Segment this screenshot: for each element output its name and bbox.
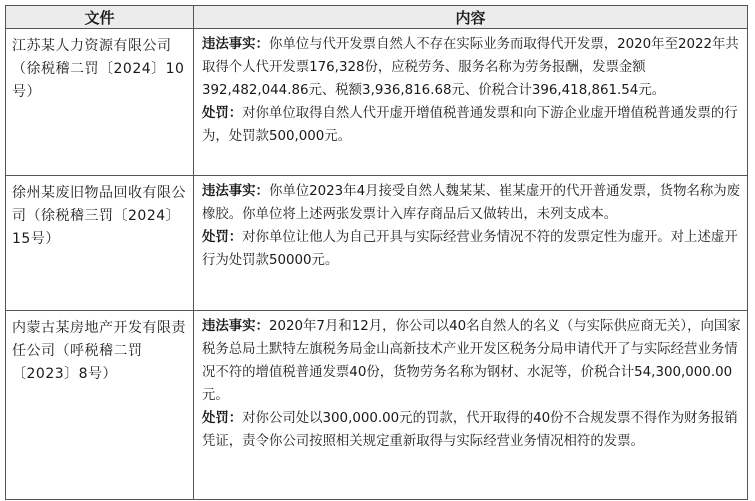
document-table-container: [5, 5, 747, 495]
facts-text: 2020年7月和12月，你公司以40名自然人的名义（与实际供应商无关），向国家税务总局土默特左旗税务局金山高新技术产业开发区税务分局申请代开了与实际经营业务情况不符的增值税普通发票40份，货物劳务名称为钢材、水泥等，价税合计54,300,000.00元。: [202, 319, 741, 403]
content-cell: [194, 176, 748, 311]
facts-label: 违法事实：: [202, 319, 269, 334]
facts-paragraph: [202, 180, 741, 226]
penalty-paragraph: [202, 226, 741, 272]
header-content: 内容: [194, 6, 748, 29]
penalty-label: 处罚：: [202, 230, 243, 245]
facts-label: 违法事实：: [202, 184, 269, 199]
table-row: [6, 29, 748, 176]
facts-text: 你单位与代开发票自然人不存在实际业务而取得代开发票，2020年至2022年共取得个人代开发票176,328份，应税劳务、服务名称为劳务报酬，发票金额392,482,044.86元、税额3,936,816.68元、价税合计396,418,861.54元。: [202, 37, 739, 98]
penalty-paragraph: [202, 102, 741, 148]
content-cell: [194, 29, 748, 176]
table-header-row: [6, 6, 748, 29]
file-cell: 江苏某人力资源有限公司（徐税稽二罚〔2024〕10号）: [6, 29, 194, 176]
penalty-text: 对你单位取得自然人代开虚开增值税普通发票和向下游企业虚开增值税普通发票的行为，处罚款500,000元。: [202, 106, 738, 144]
penalty-text: 对你单位让他人为自己开具与实际经营业务情况不符的发票定性为虚开。对上述虚开行为处罚款50000元。: [202, 230, 738, 268]
penalty-text: 对你公司处以300,000.00元的罚款，代开取得的40份不合规发票不得作为财务报销凭证，责令你公司按照相关规定重新取得与实际经营业务情况相符的发票。: [202, 411, 738, 449]
facts-paragraph: [202, 33, 741, 102]
penalty-label: 处罚：: [202, 411, 243, 426]
penalty-paragraph: [202, 407, 741, 453]
content-cell: [194, 311, 748, 500]
facts-label: 违法事实：: [202, 37, 269, 52]
penalty-cases-table: [5, 5, 748, 500]
file-cell: 徐州某废旧物品回收有限公司（徐税稽三罚〔2024〕15号）: [6, 176, 194, 311]
table-row: [6, 176, 748, 311]
header-file: 文件: [6, 6, 194, 29]
file-cell: 内蒙古某房地产开发有限责任公司（呼税稽二罚〔2023〕8号）: [6, 311, 194, 500]
table-row: [6, 311, 748, 500]
penalty-label: 处罚：: [202, 106, 243, 121]
facts-text: 你单位2023年4月接受自然人魏某某、崔某虚开的代开普通发票，货物名称为废橡胶。你单位将上述两张发票计入库存商品后又做转出，未列支成本。: [202, 184, 741, 222]
facts-paragraph: [202, 315, 741, 407]
